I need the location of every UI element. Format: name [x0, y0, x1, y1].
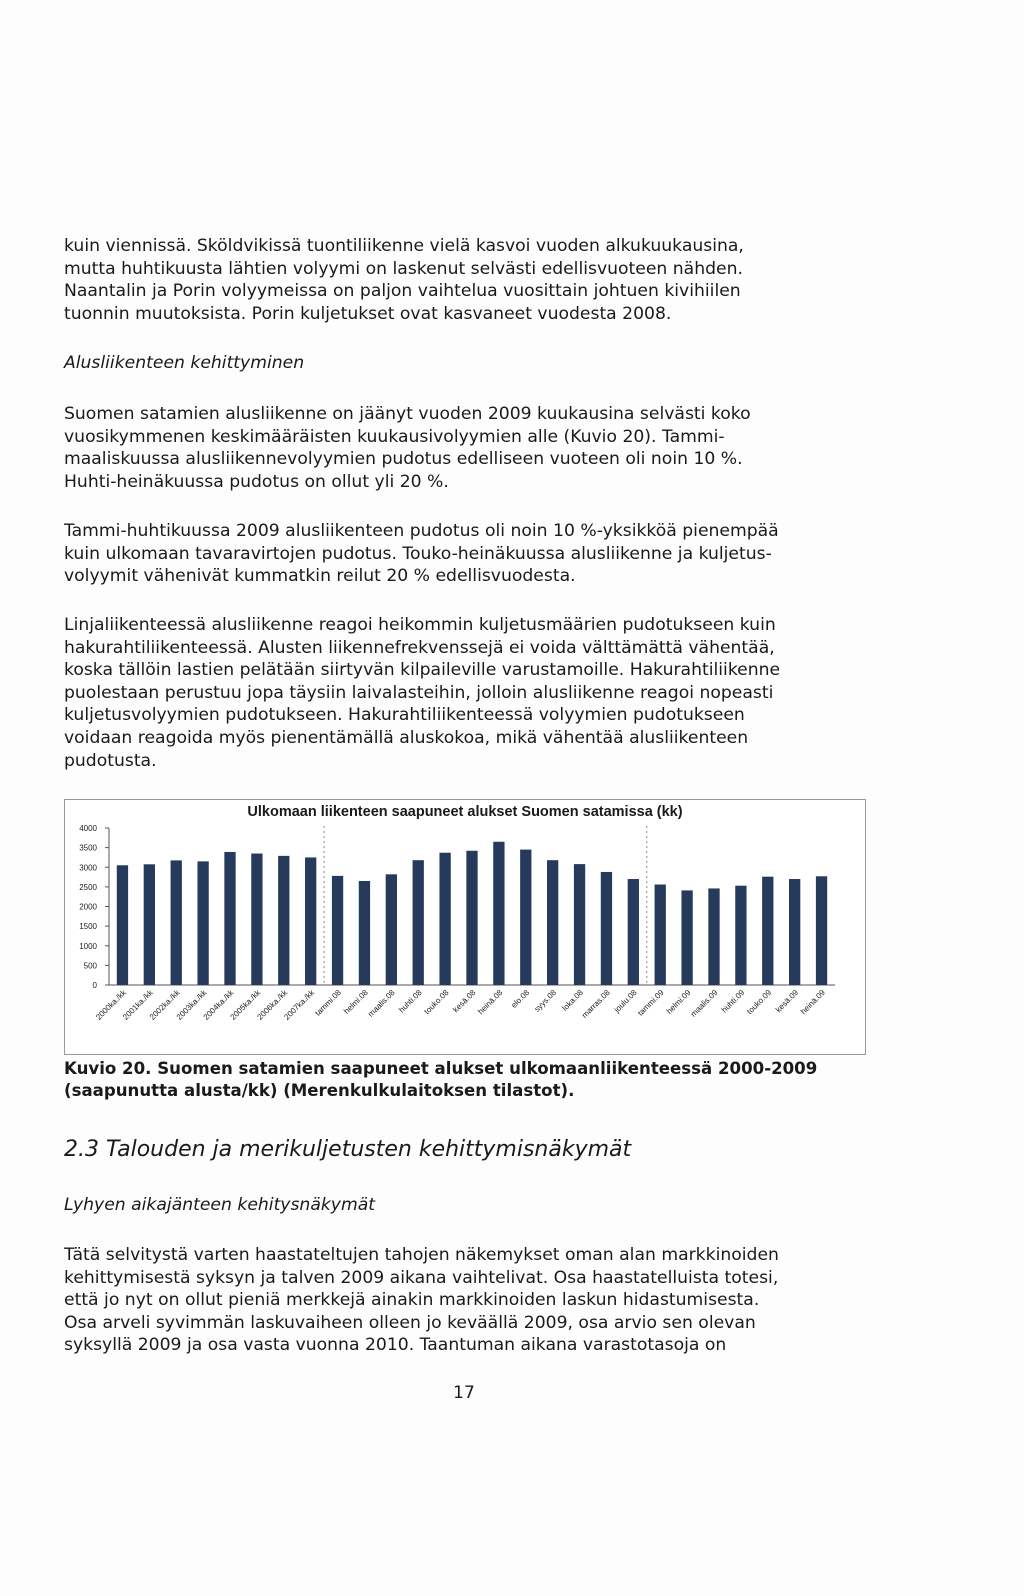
paragraph-1	[64, 235, 852, 325]
x-tick-label: maalis.09	[688, 988, 720, 1019]
bar	[439, 853, 450, 985]
text-line: kuin viennissä. Sköldvikissä tuontiliikenne vielä kasvoi vuoden alkukuukausina,	[64, 236, 744, 256]
x-axis-labels	[94, 987, 827, 1021]
bar	[466, 851, 477, 985]
x-tick-label: joulu.08	[612, 988, 639, 1015]
paragraph-5	[64, 1244, 852, 1357]
text-line: syksyllä 2009 ja osa vasta vuonna 2010. Taantuman aikana varastotasoja on	[64, 1335, 727, 1356]
paragraph-2	[64, 403, 852, 493]
text-line: Linjaliikenteessä alusliikenne reagoi heikommin kuljetusmäärien pudotukseen kuin	[64, 615, 776, 635]
section-heading: 2.3 Talouden ja merikuljetusten kehittymisnäkymät	[64, 1137, 632, 1162]
bar	[117, 865, 128, 985]
x-tick-label: 2004ka./kk	[201, 988, 236, 1022]
bar	[278, 856, 289, 985]
bar	[520, 850, 531, 985]
bar	[197, 861, 208, 985]
bar	[547, 860, 558, 985]
text-line: Naantalin ja Porin volyymeissa on paljon vaihtelua vuosittain johtuen kivihiilen	[64, 281, 741, 302]
y-tick-label: 4000	[79, 824, 97, 833]
subheading-alusliikenne: Alusliikenteen kehittyminen	[64, 353, 305, 373]
y-tick-label: 2000	[79, 902, 97, 912]
bar	[628, 879, 639, 985]
text-line: voidaan reagoida myös pienentämällä aluskokoa, mikä vähentää alusliikenteen	[64, 727, 749, 748]
y-tick-label: 1000	[79, 941, 97, 951]
bar	[305, 857, 316, 985]
text-line: pudotusta.	[64, 750, 157, 771]
y-tick-label: 3000	[79, 863, 97, 873]
bar	[413, 860, 424, 985]
x-tick-label: touko.08	[422, 988, 451, 1017]
x-tick-label: kesä.08	[451, 988, 478, 1015]
bar	[762, 877, 773, 985]
bar	[708, 888, 719, 985]
x-tick-label: kesä.09	[773, 988, 801, 1015]
bar	[359, 881, 370, 985]
x-tick-label: helmi.09	[664, 988, 693, 1016]
y-axis	[79, 824, 835, 990]
x-tick-label: 2006ka./kk	[255, 988, 290, 1022]
x-tick-label: 2003ka./kk	[174, 988, 209, 1022]
caption-line: Kuvio 20. Suomen satamien saapuneet alukset ulkomaanliikenteessä 2000-2009	[64, 1059, 818, 1078]
chart-title: Ulkomaan liikenteen saapuneet alukset Suomen satamissa (kk)	[247, 804, 683, 820]
text-line: kuljetusvolyymien pudotukseen. Hakurahtiliikenteessä volyymien pudotukseen	[64, 705, 745, 726]
text-line: puolestaan perustuu jopa täysiin laivalasteihin, jolloin alusliikenne reagoi nopeasti	[64, 682, 774, 703]
text-line: hakurahtiliikenteessä. Alusten liikennefrekvenssejä ei voida välttämättä vähentää,	[64, 637, 775, 658]
bar	[655, 885, 666, 985]
bar	[574, 864, 585, 985]
bars	[117, 842, 827, 985]
bar	[493, 842, 504, 985]
bar	[386, 874, 397, 985]
page-number: 17	[453, 1383, 475, 1403]
x-tick-label: heinä.09	[798, 988, 827, 1017]
x-tick-label: syys.08	[532, 988, 559, 1014]
y-tick-label: 500	[83, 961, 97, 971]
text-line: Suomen satamien alusliikenne on jäänyt vuoden 2009 kuukausina selvästi koko	[64, 404, 751, 424]
chart-container	[64, 799, 866, 1055]
text-line: koska tällöin lastien pelätään siirtyvän kilpaileville varustamoille. Hakurahtiliikenne	[64, 660, 781, 681]
x-tick-label: maalis.08	[366, 988, 397, 1019]
x-tick-label: tammi.08	[313, 988, 343, 1018]
text-line: maaliskuussa alusliikennevolyymien pudotus edelliseen vuoteen oli noin 10 %.	[64, 449, 743, 470]
text-line: kuin ulkomaan tavaravirtojen pudotus. Touko-heinäkuussa alusliikenne ja kuljetus-	[64, 543, 772, 564]
x-tick-label: 2002ka./kk	[147, 988, 182, 1022]
x-tick-label: huhti.09	[719, 988, 747, 1015]
caption-line: (saapunutta alusta/kk) (Merenkulkulaitoksen tilastot).	[64, 1081, 575, 1100]
text-line: Osa arveli syvimmän laskuvaiheen olleen jo keväällä 2009, osa arvio sen olevan	[64, 1312, 756, 1333]
period-separators	[324, 826, 647, 985]
bar	[816, 876, 827, 985]
x-tick-label: heinä.08	[476, 988, 505, 1017]
text-line: Huhti-heinäkuussa pudotus on ollut yli 20 %.	[64, 471, 449, 492]
bar	[789, 879, 800, 985]
text-line: kehittymisestä syksyn ja talven 2009 aikana vaihtelivat. Osa haastatelluista totesi,	[64, 1267, 779, 1288]
text-line: Tätä selvitystä varten haastateltujen tahojen näkemykset oman alan markkinoiden	[64, 1245, 779, 1265]
bar	[735, 886, 746, 985]
y-tick-label: 3500	[79, 843, 97, 853]
x-tick-label: 2007ka./kk	[282, 988, 317, 1022]
x-tick-label: huhti.08	[397, 988, 424, 1015]
x-tick-label: helmi.08	[342, 988, 370, 1016]
text-line: mutta huhtikuusta lähtien volyymi on laskenut selvästi edellisvuoteen nähden.	[64, 258, 743, 279]
bar	[224, 852, 235, 985]
bar	[144, 864, 155, 985]
x-tick-label: touko.09	[745, 988, 774, 1017]
text-line: tuonnin muutoksista. Porin kuljetukset ovat kasvaneet vuodesta 2008.	[64, 303, 672, 324]
x-tick-label: 2001ka./kk	[121, 988, 155, 1022]
y-tick-label: 0	[92, 981, 97, 990]
y-tick-label: 2500	[79, 882, 97, 892]
subheading-lyhyen: Lyhyen aikajänteen kehitysnäkymät	[64, 1195, 375, 1215]
x-tick-label: tammi.09	[636, 988, 666, 1018]
x-tick-label: elo.08	[509, 988, 532, 1010]
x-tick-label: loka.08	[560, 988, 585, 1013]
text-line: volyymit vähenivät kummatkin reilut 20 % edellisvuodesta.	[64, 566, 576, 587]
x-tick-label: 2005ka./kk	[228, 988, 263, 1022]
bar	[332, 876, 343, 985]
text-line: vuosikymmenen keskimääräisten kuukausivolyymien alle (Kuvio 20). Tammi-	[64, 426, 725, 447]
bar	[681, 890, 692, 985]
x-tick-label: 2000ka./kk	[94, 988, 128, 1022]
bar	[601, 872, 612, 985]
x-tick-label: marras.08	[580, 988, 612, 1020]
figure-caption	[64, 1058, 864, 1102]
bar-chart	[65, 800, 865, 1054]
text-line: että jo nyt on ollut pieniä merkkejä ainakin markkinoiden laskun hidastumisesta.	[64, 1290, 760, 1311]
paragraph-3	[64, 520, 852, 588]
y-tick-label: 1500	[79, 922, 97, 932]
text-line: Tammi-huhtikuussa 2009 alusliikenteen pudotus oli noin 10 %-yksikköä pienempää	[64, 521, 779, 541]
bar	[171, 860, 182, 985]
bar	[251, 854, 262, 985]
paragraph-4	[64, 614, 852, 772]
